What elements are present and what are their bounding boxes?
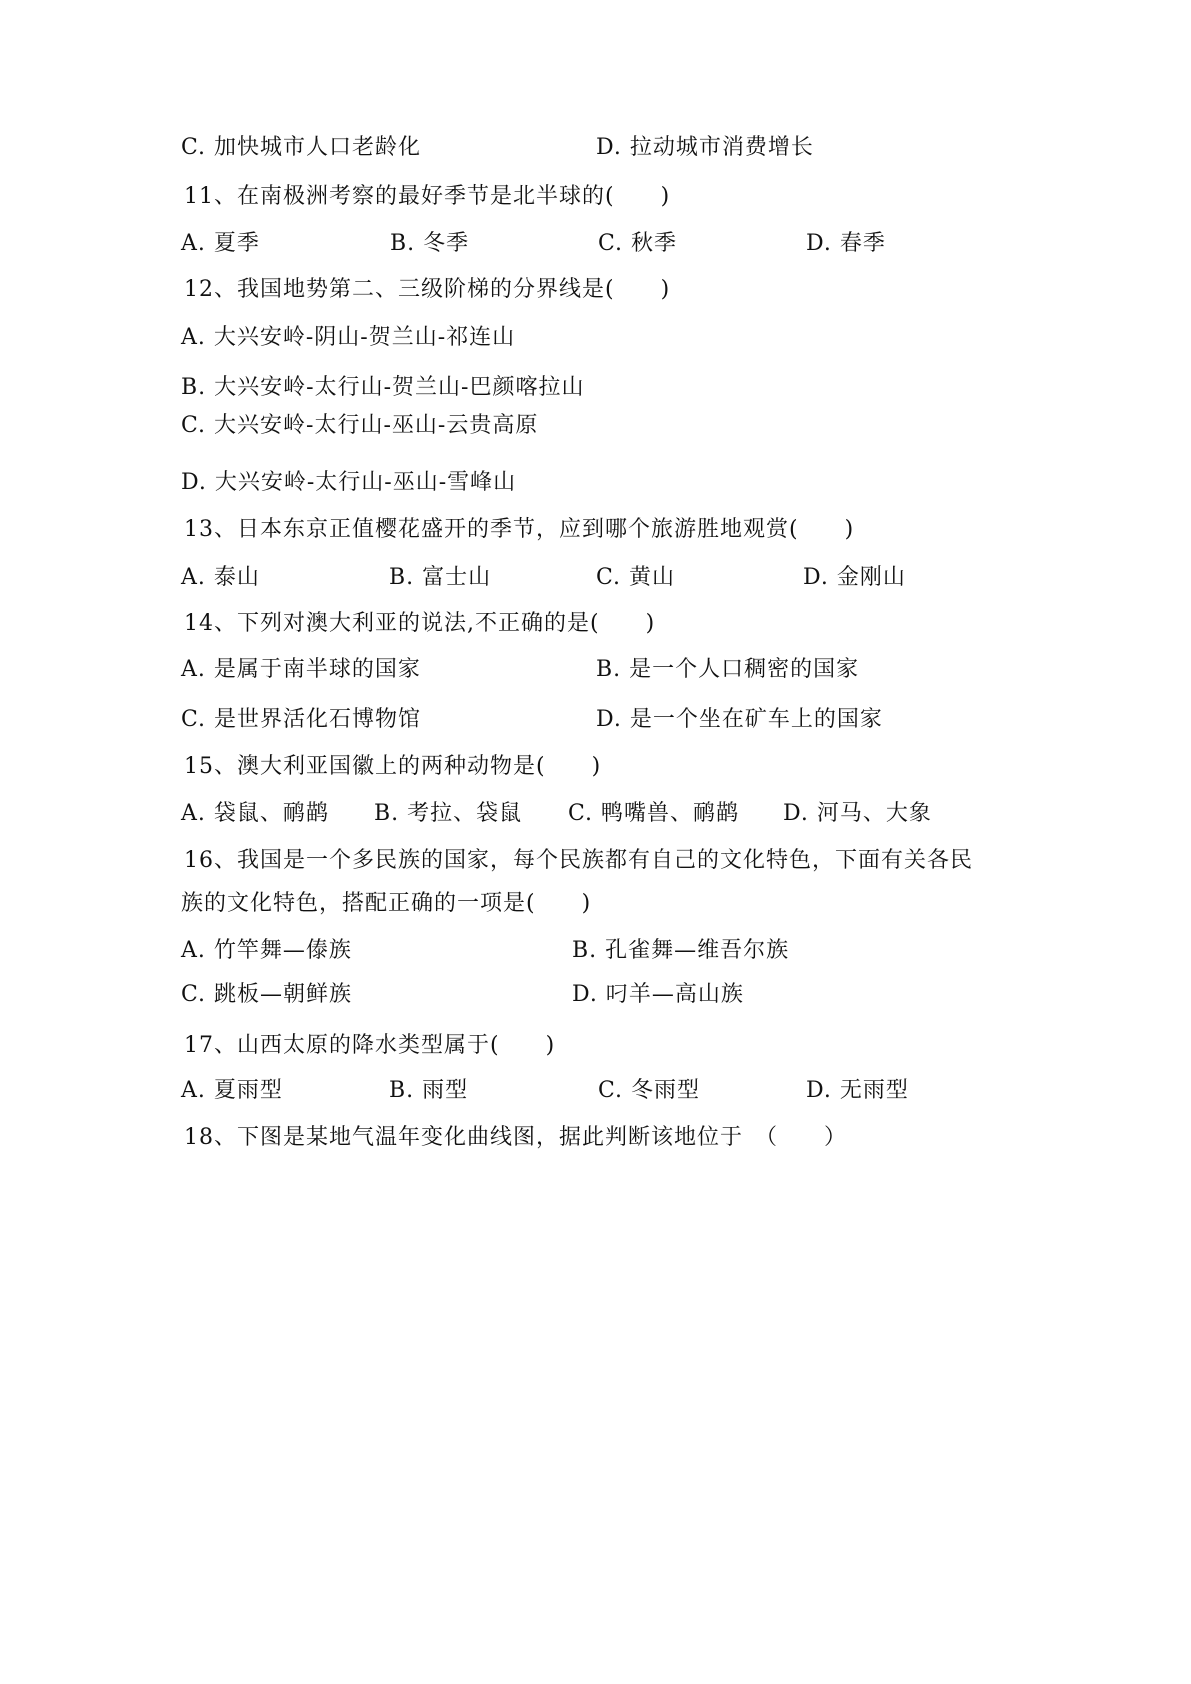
q17-option-b: B. 雨型: [389, 1078, 469, 1103]
q15-option-c: C. 鸭嘴兽、鸸鹋: [568, 801, 740, 826]
q13-stem: 13、日本东京正值樱花盛开的季节，应到哪个旅游胜地观赏( ): [184, 517, 855, 542]
q12-option-d: D. 大兴安岭-太行山-巫山-雪峰山: [181, 470, 517, 495]
q14-option-c: C. 是世界活化石博物馆: [181, 707, 422, 732]
q12-option-c: C. 大兴安岭-太行山-巫山-云贵高原: [181, 413, 539, 438]
q10-option-c: C. 加快城市人口老龄化: [181, 135, 422, 160]
q14-option-b: B. 是一个人口稠密的国家: [596, 657, 860, 682]
q11-option-b: B. 冬季: [390, 231, 470, 256]
q17-stem: 17、山西太原的降水类型属于( ): [184, 1033, 556, 1058]
q13-option-a: A. 泰山: [181, 565, 260, 590]
q14-option-a: A. 是属于南半球的国家: [181, 657, 421, 682]
q12-option-b: B. 大兴安岭-太行山-贺兰山-巴颜喀拉山: [181, 375, 585, 400]
q15-option-b: B. 考拉、袋鼠: [374, 801, 523, 826]
q16-option-d: D. 叼羊—高山族: [572, 982, 744, 1007]
q10-option-d: D. 拉动城市消费增长: [596, 135, 814, 160]
q16-stem-line2: 族的文化特色，搭配正确的一项是( ): [181, 891, 592, 916]
q11-option-d: D. 春季: [806, 231, 886, 256]
q12-option-a: A. 大兴安岭-阴山-贺兰山-祁连山: [181, 325, 516, 350]
q18-stem: 18、下图是某地气温年变化曲线图，据此判断该地位于 （ ）: [184, 1125, 847, 1150]
q13-option-d: D. 金刚山: [803, 565, 906, 590]
q16-option-b: B. 孔雀舞—维吾尔族: [572, 938, 790, 963]
q15-stem: 15、澳大利亚国徽上的两种动物是( ): [184, 754, 602, 779]
q11-option-c: C. 秋季: [598, 231, 678, 256]
q15-option-a: A. 袋鼠、鸸鹋: [181, 801, 329, 826]
q17-option-a: A. 夏雨型: [181, 1078, 283, 1103]
q15-option-d: D. 河马、大象: [783, 801, 932, 826]
q12-stem: 12、我国地势第二、三级阶梯的分界线是( ): [184, 277, 671, 302]
q14-option-d: D. 是一个坐在矿车上的国家: [596, 707, 883, 732]
q16-option-c: C. 跳板—朝鲜族: [181, 982, 353, 1007]
q16-stem-line1: 16、我国是一个多民族的国家，每个民族都有自己的文化特色，下面有关各民: [184, 848, 973, 873]
q11-stem: 11、在南极洲考察的最好季节是北半球的( ): [184, 184, 671, 209]
q13-option-b: B. 富士山: [389, 565, 492, 590]
q11-option-a: A. 夏季: [181, 231, 260, 256]
q13-option-c: C. 黄山: [596, 565, 676, 590]
q14-stem: 14、下列对澳大利亚的说法,不正确的是( ): [184, 611, 656, 636]
q17-option-d: D. 无雨型: [806, 1078, 909, 1103]
q17-option-c: C. 冬雨型: [598, 1078, 701, 1103]
q16-option-a: A. 竹竿舞—傣族: [181, 938, 352, 963]
